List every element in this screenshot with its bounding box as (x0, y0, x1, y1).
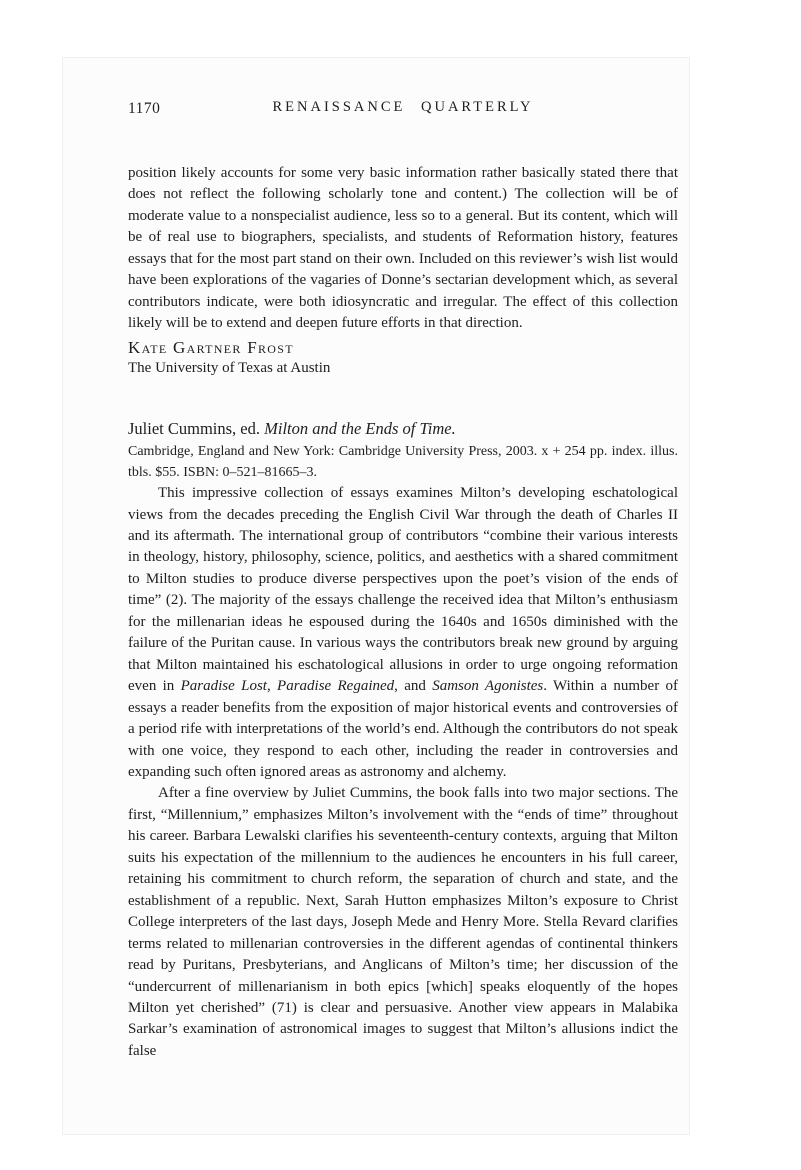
text-run: , and (394, 678, 433, 695)
text-run: . Within a number of essays a reader benefits from the exposition of major historical events and controversies of a period rife with interpretations of the world’s end. Although the contributors do not speak with one voice, they respond to each other, including the reader in controversies and expanding such often ignored areas as astronomy and alchemy. (128, 678, 679, 781)
review-paragraph (128, 783, 678, 1062)
continuation-paragraph: position likely accounts for some very basic information rather basically stated there that does not reflect the following scholarly tone and content.) The collection will be of moderate value to a nonspecialist audience, less so to a general. But its content, which will be of real use to biographers, specialists, and students of Reformation history, features essays that for the most part stand on their own. Included on this reviewer’s wish list would have been explorations of the vagaries of Donne’s sectarian development which, as several contributors indicate, were both idiosyncratic and irregular. The effect of this collection likely will be to extend and deepen future efforts in that direction. (128, 165, 678, 332)
book-review (128, 417, 678, 1063)
review-paragraph (128, 483, 678, 783)
reviewer-name: Kate Gartner Frost (128, 337, 294, 357)
running-head (128, 99, 678, 119)
book-title: Milton and the Ends of Time. (264, 418, 456, 438)
reviewer-affiliation: The University of Texas at Austin (128, 360, 331, 377)
review-heading (128, 417, 678, 440)
journal-title: RENAISSANCE QUARTERLY (272, 99, 534, 115)
text-run: This impressive collection of essays examines Milton’s developing eschatological views from the decades preceding the English Civil War through the death of Charles II and its aftermath. The international group of contributors “combine their various interests in theology, history, philosophy, science, politics, and aesthetics with a shared commitment to Milton studies to produce diverse perspectives upon the poet’s vision of the ends of time” (2). The majority of the essays challenge the received idea that Milton’s enthusiasm for the millenarian ideas he espoused during the 1640s and 1650s diminished with the failure of the Puritan cause. In various ways the contributors break new ground by arguing that Milton maintained his eschatological allusions in order to urge ongoing reformation even in (128, 485, 678, 695)
review-continuation (128, 163, 678, 380)
text-run: , (266, 678, 278, 695)
page-number: 1170 (128, 100, 161, 117)
review-body (128, 483, 678, 1062)
book-title-italic: Samson Agonistes (432, 678, 544, 695)
book-title-italic: Paradise Regained (277, 678, 395, 695)
book-title-italic: Paradise Lost (180, 678, 267, 695)
book-editor: Juliet Cummins, ed. (128, 418, 265, 438)
imprint-line: Cambridge, England and New York: Cambridge University Press, 2003. x + 254 pp. index. illus. tbls. $55. ISBN: 0–521–81665–3. (128, 443, 678, 480)
page-content (128, 57, 678, 1062)
text-run: After a fine overview by Juliet Cummins, the book falls into two major sections. The first, “Millennium,” emphasizes Milton’s involvement with the “ends of time” throughout his career. Barbara Lewalski clarifies his seventeenth-century contexts, arguing that Milton suits his expectation of the millennium to the audiences he encounters in his full career, retaining his commitment to church reform, the separation of church and state, and the establishment of a republic. Next, Sarah Hutton emphasizes Milton’s exposure to Christ College interpreters of the last days, Joseph Mede and Henry More. Stella Revard clarifies terms related to millenarian controversies in the different agendas of continental thinkers read by Puritans, Presbyterians, and Anglicans of Milton’s time; her discussion of the “undercurrent of millenarianism in both epics [which] speaks eloquently of the hopes Milton yet cherished” (71) is clear and persuasive. Another view appears in Malabika Sarkar’s examination of astronomical images to suggest that Milton’s allusions indict the false (128, 785, 678, 1059)
